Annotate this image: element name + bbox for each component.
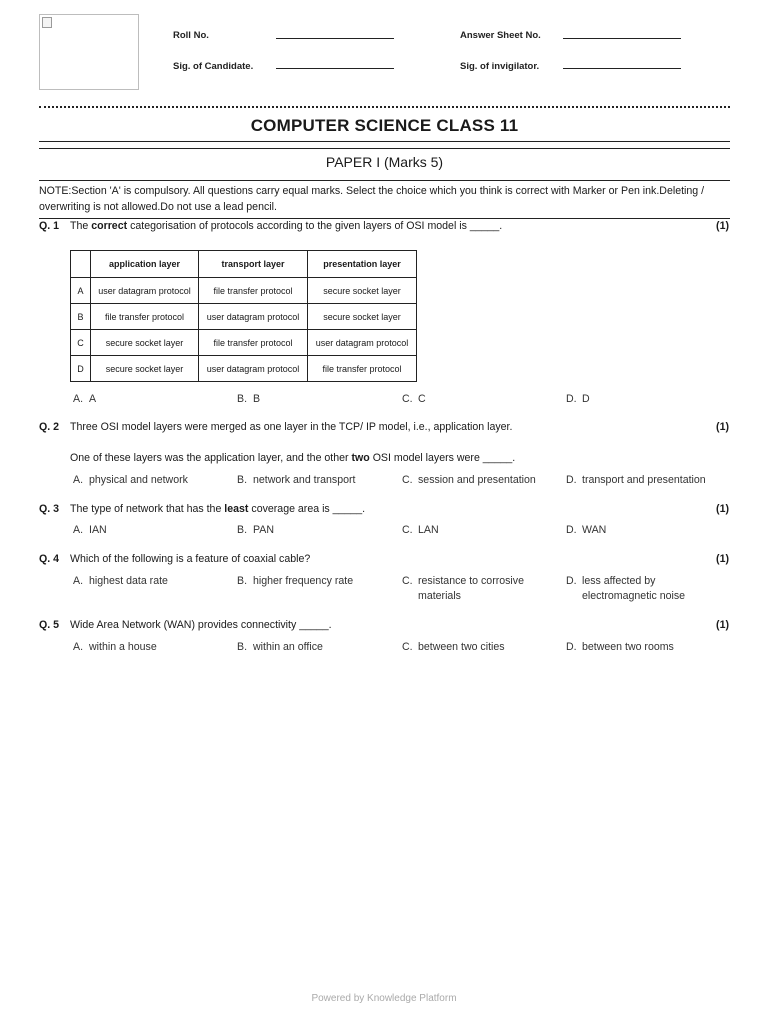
option-d[interactable]: D. less affected by electromagnetic noise: [566, 575, 686, 602]
option-b[interactable]: B. within an office: [237, 641, 323, 653]
title-rule-top: [39, 141, 730, 142]
option-c[interactable]: C. between two cities: [402, 641, 505, 653]
table-cell: file transfer protocol: [199, 278, 308, 304]
question-number: Q. 5: [39, 619, 60, 631]
question-marks: (1): [716, 220, 729, 232]
option-b[interactable]: B. higher frequency rate: [237, 575, 354, 587]
table-header-row: [71, 251, 417, 278]
option-d[interactable]: D. D: [566, 393, 590, 405]
table-row: [71, 304, 417, 330]
option-a[interactable]: A. IAN: [73, 524, 107, 536]
table-header-cell: application layer: [91, 251, 199, 278]
question-number: Q. 3: [39, 503, 60, 515]
table-cell: file transfer protocol: [199, 330, 308, 356]
question-number: Q. 1: [39, 220, 60, 232]
table-row: [71, 356, 417, 382]
question-text: Three OSI model layers were merged as one layer in the TCP/ IP model, i.e., application layer.: [70, 421, 513, 433]
question-number: Q. 4: [39, 553, 60, 565]
option-b[interactable]: B. PAN: [237, 524, 274, 536]
table-cell: user datagram protocol: [199, 356, 308, 382]
question-text: The correct categorisation of protocols according to the given layers of OSI model is _____.: [70, 220, 503, 232]
table-cell: file transfer protocol: [308, 356, 417, 382]
sig-invigilator-line: [563, 68, 681, 69]
broken-image-icon: [42, 17, 52, 28]
option-b[interactable]: B. network and transport: [237, 474, 356, 486]
question-text: The type of network that has the least coverage area is _____.: [70, 503, 366, 515]
note-rule: [39, 218, 730, 219]
option-d[interactable]: D. transport and presentation: [566, 474, 706, 486]
question-text: Wide Area Network (WAN) provides connectivity _____.: [70, 619, 332, 631]
answer-sheet-label: Answer Sheet No.: [460, 30, 541, 41]
paper-heading: PAPER I (Marks 5): [325, 154, 444, 170]
roll-no-line: [276, 38, 394, 39]
osi-protocol-table: [70, 250, 417, 382]
table-cell: secure socket layer: [91, 330, 199, 356]
page-title: COMPUTER SCIENCE CLASS 11: [250, 116, 519, 135]
title-rule-bottom: [39, 148, 730, 149]
option-d[interactable]: D. WAN: [566, 524, 607, 536]
table-row: [71, 278, 417, 304]
option-c[interactable]: C. LAN: [402, 524, 439, 536]
option-a[interactable]: A. highest data rate: [73, 575, 168, 587]
table-cell: B: [71, 304, 91, 330]
option-b[interactable]: B. B: [237, 393, 261, 405]
question-marks: (1): [716, 421, 729, 433]
table-header-cell: presentation layer: [308, 251, 417, 278]
footer-credit: Powered by Knowledge Platform: [311, 993, 457, 1004]
table-cell: user datagram protocol: [308, 330, 417, 356]
instructions-note: NOTE:Section 'A' is compulsory. All questions carry equal marks. Select the choice which you think is correct with Marker or Pen ink.Deleting / overwriting is not allowed.Do not use a lead pencil.: [39, 185, 705, 213]
table-cell: A: [71, 278, 91, 304]
table-cell: user datagram protocol: [199, 304, 308, 330]
table-cell: C: [71, 330, 91, 356]
sig-candidate-label: Sig. of Candidate.: [173, 61, 254, 72]
table-cell: D: [71, 356, 91, 382]
table-cell: file transfer protocol: [91, 304, 199, 330]
sig-candidate-line: [276, 68, 394, 69]
question-marks: (1): [716, 619, 729, 631]
option-c[interactable]: C. session and presentation: [402, 474, 536, 486]
table-cell: secure socket layer: [308, 304, 417, 330]
option-a[interactable]: A. A: [73, 393, 97, 405]
paper-rule: [39, 180, 730, 181]
table-cell: secure socket layer: [91, 356, 199, 382]
question-subtext: One of these layers was the application layer, and the other two OSI model layers were _____.: [70, 452, 516, 464]
option-c[interactable]: C. C: [402, 393, 426, 405]
dotted-divider: [39, 106, 730, 108]
sig-invigilator-label: Sig. of invigilator.: [460, 61, 540, 72]
option-d[interactable]: D. between two rooms: [566, 641, 674, 653]
option-a[interactable]: A. within a house: [73, 641, 157, 653]
table-cell: secure socket layer: [308, 278, 417, 304]
question-marks: (1): [716, 553, 729, 565]
table-header-cell: [71, 251, 91, 278]
table-header-cell: transport layer: [199, 251, 308, 278]
question-text: Which of the following is a feature of coaxial cable?: [70, 553, 311, 565]
option-a[interactable]: A. physical and network: [73, 474, 188, 486]
question-number: Q. 2: [39, 421, 60, 433]
roll-no-label: Roll No.: [173, 30, 209, 41]
table-cell: user datagram protocol: [91, 278, 199, 304]
option-c[interactable]: C. resistance to corrosive materials: [402, 575, 524, 602]
question-marks: (1): [716, 503, 729, 515]
table-row: [71, 330, 417, 356]
answer-sheet-line: [563, 38, 681, 39]
school-logo-placeholder: [39, 14, 139, 90]
